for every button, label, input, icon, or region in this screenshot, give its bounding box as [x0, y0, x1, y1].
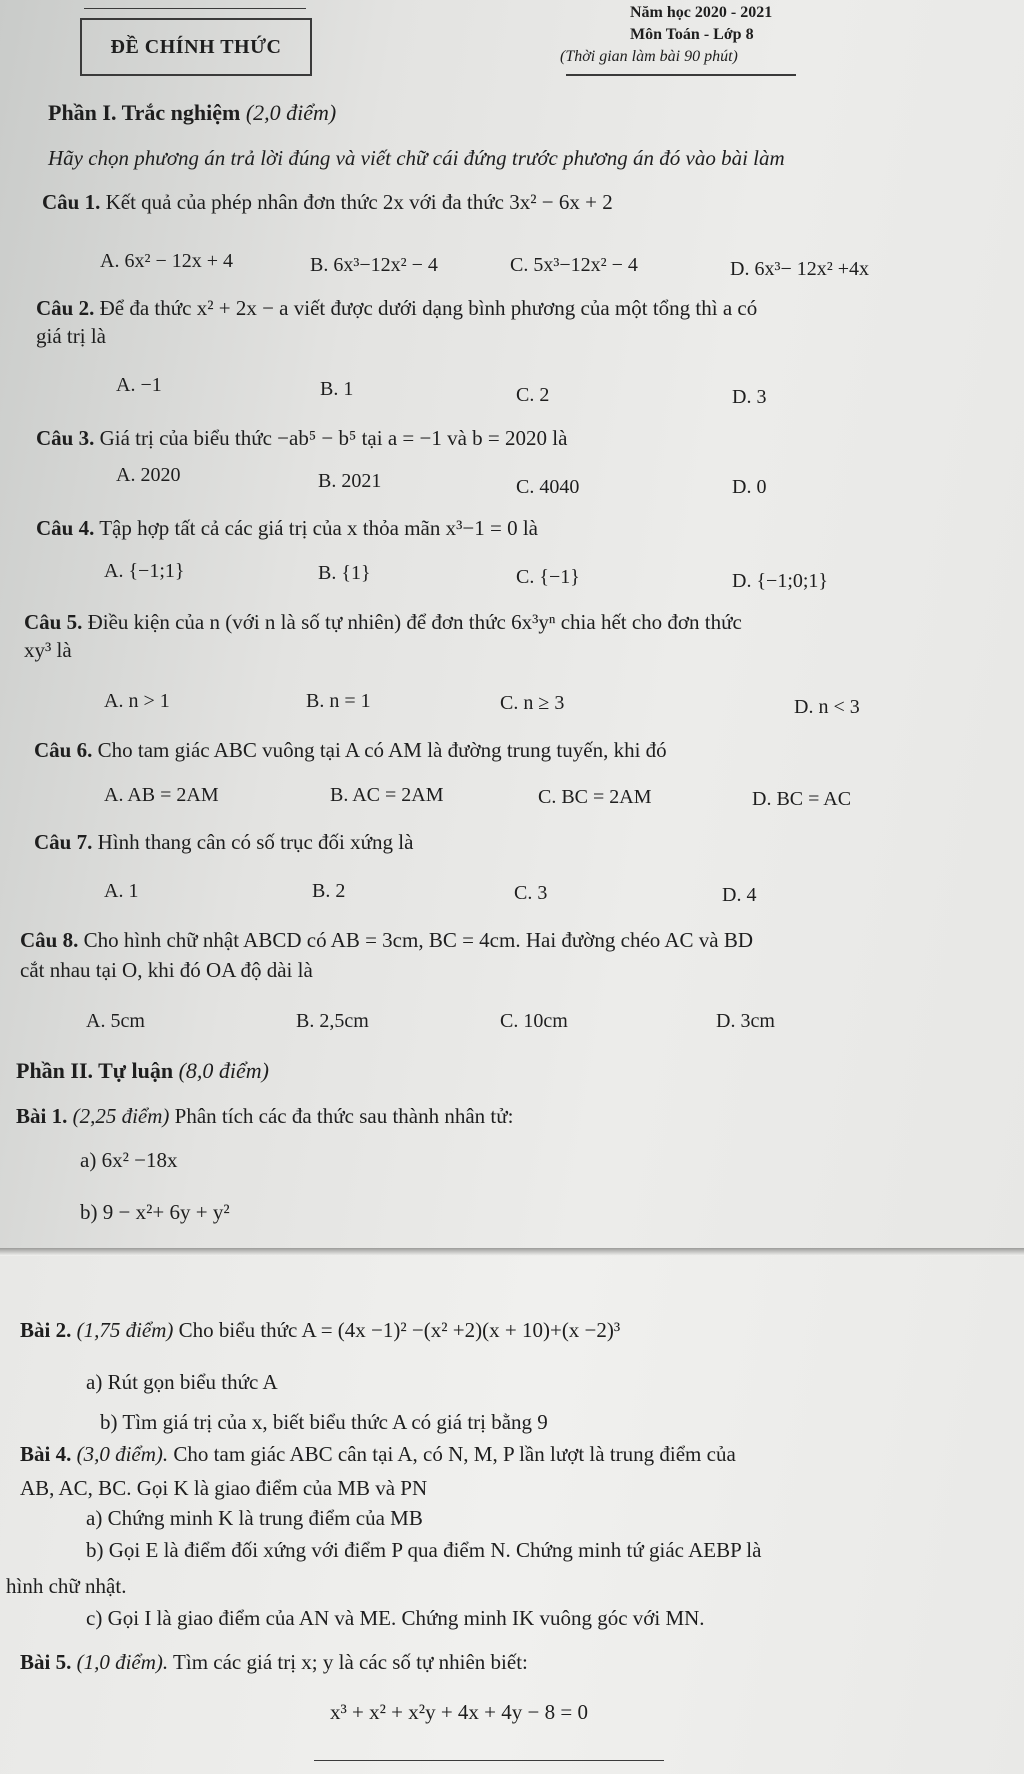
bai-2: [20, 1318, 620, 1343]
q8-option-c: C. 10cm: [500, 1010, 568, 1032]
question-6-label: Câu 6.: [34, 738, 93, 762]
question-2-label: Câu 2.: [36, 296, 95, 320]
question-5-text-cont: xy³ là: [24, 638, 72, 662]
q6-option-a: A. AB = 2AM: [104, 784, 219, 806]
q8-option-a: A. 5cm: [86, 1010, 145, 1032]
header-rule-left: [84, 8, 306, 9]
subject-grade: Môn Toán - Lớp 8: [630, 26, 754, 43]
question-5-label: Câu 5.: [24, 610, 83, 634]
bai-4: [20, 1442, 736, 1467]
bai-1-part-a: a) 6x² −18x: [80, 1148, 178, 1172]
bai-4-part-b-cont: hình chữ nhật.: [6, 1574, 127, 1598]
paper-fold: [0, 1248, 1024, 1256]
q1-option-a: A. 6x² − 12x + 4: [100, 250, 233, 272]
header-rule-right: [566, 74, 796, 76]
q3-option-c: C. 4040: [516, 476, 580, 498]
bai-4-part-c: c) Gọi I là giao điểm của AN và ME. Chứng minh IK vuông góc với MN.: [86, 1606, 705, 1630]
bai-1-text: Phân tích các đa thức sau thành nhân tử:: [174, 1104, 514, 1128]
q3-option-d: D. 0: [732, 476, 767, 498]
q7-option-b: B. 2: [312, 880, 346, 902]
q2-option-c: C. 2: [516, 384, 550, 406]
bai-1-label: Bài 1.: [16, 1104, 68, 1128]
q4-option-c: C. {−1}: [516, 566, 580, 588]
bai-5: [20, 1650, 528, 1675]
question-8: [20, 928, 753, 953]
q6-option-d: D. BC = AC: [752, 788, 852, 810]
bai-4-part-a: a) Chứng minh K là trung điểm của MB: [86, 1506, 423, 1530]
school-year: Năm học 2020 - 2021: [630, 4, 773, 21]
question-1-label: Câu 1.: [42, 190, 101, 214]
bai-2-part-a: a) Rút gọn biểu thức A: [86, 1370, 278, 1394]
bai-1-points: (2,25 điểm): [72, 1104, 170, 1128]
bai-5-equation: x³ + x² + x²y + 4x + 4y − 8 = 0: [330, 1700, 588, 1724]
part2-heading: [16, 1058, 269, 1084]
bai-4-points: (3,0 điểm).: [76, 1442, 169, 1466]
question-3-label: Câu 3.: [36, 426, 95, 450]
q4-option-b: B. {1}: [318, 562, 371, 584]
bai-2-text: Cho biểu thức A = (4x −1)² −(x² +2)(x + 10)+(x −2)³: [178, 1318, 621, 1342]
q4-option-d: D. {−1;0;1}: [732, 570, 829, 592]
exam-duration: (Thời gian làm bài 90 phút): [560, 48, 738, 65]
bai-1: [16, 1104, 514, 1129]
bai-2-points: (1,75 điểm): [76, 1318, 174, 1342]
part1-points: (2,0 điểm): [245, 100, 337, 125]
q2-option-a: A. −1: [116, 374, 162, 396]
bai-5-points: (1,0 điểm).: [76, 1650, 169, 1674]
q2-option-d: D. 3: [732, 386, 767, 408]
q8-option-d: D. 3cm: [716, 1010, 775, 1032]
q3-option-b: B. 2021: [318, 470, 382, 492]
q5-option-d: D. n < 3: [794, 696, 860, 718]
question-2: [36, 296, 757, 321]
q3-option-a: A. 2020: [116, 464, 181, 486]
official-exam-label: ĐỀ CHÍNH THỨC: [110, 35, 282, 58]
q5-option-c: C. n ≥ 3: [500, 692, 565, 714]
question-3-text: Giá trị của biểu thức −ab⁵ − b⁵ tại a = −1 và b = 2020 là: [99, 426, 568, 450]
question-6-text: Cho tam giác ABC vuông tại A có AM là đường trung tuyến, khi đó: [97, 738, 667, 762]
question-1: [42, 190, 613, 215]
bai-2-label: Bài 2.: [20, 1318, 72, 1342]
question-4-label: Câu 4.: [36, 516, 95, 540]
question-1-text: Kết quả của phép nhân đơn thức 2x với đa thức 3x² − 6x + 2: [105, 190, 613, 214]
end-rule: [314, 1760, 664, 1761]
bai-4-text: Cho tam giác ABC cân tại A, có N, M, P lần lượt là trung điểm của: [173, 1442, 736, 1466]
q7-option-a: A. 1: [104, 880, 139, 902]
question-8-text: Cho hình chữ nhật ABCD có AB = 3cm, BC = 4cm. Hai đường chéo AC và BD: [83, 928, 754, 952]
part1-title: Phần I. Trắc nghiệm: [48, 100, 241, 125]
q5-option-b: B. n = 1: [306, 690, 371, 712]
question-4-text: Tập hợp tất cả các giá trị của x thỏa mãn x³−1 = 0 là: [99, 516, 538, 540]
q1-option-b: B. 6x³−12x² − 4: [310, 254, 438, 276]
bai-5-text: Tìm các giá trị x; y là các số tự nhiên biết:: [173, 1650, 528, 1674]
question-8-text-cont: cắt nhau tại O, khi đó OA độ dài là: [20, 958, 313, 982]
q8-option-b: B. 2,5cm: [296, 1010, 369, 1032]
question-6: [34, 738, 667, 763]
question-7-label: Câu 7.: [34, 830, 93, 854]
question-8-label: Câu 8.: [20, 928, 79, 952]
q5-option-a: A. n > 1: [104, 690, 170, 712]
bai-1-part-b: b) 9 − x²+ 6y + y²: [80, 1200, 230, 1224]
q6-option-c: C. BC = 2AM: [538, 786, 652, 808]
q4-option-a: A. {−1;1}: [104, 560, 185, 582]
question-5-text: Điều kiện của n (với n là số tự nhiên) để đơn thức 6x³yⁿ chia hết cho đơn thức: [87, 610, 742, 634]
question-7: [34, 830, 413, 855]
bai-4-label: Bài 4.: [20, 1442, 72, 1466]
bai-5-label: Bài 5.: [20, 1650, 72, 1674]
question-5: [24, 610, 742, 635]
part1-heading: [48, 100, 336, 126]
part2-points: (8,0 điểm): [178, 1058, 270, 1083]
question-2-text: Để đa thức x² + 2x − a viết được dưới dạng bình phương của một tổng thì a có: [99, 296, 758, 320]
q2-option-b: B. 1: [320, 378, 354, 400]
question-2-text-cont: giá trị là: [36, 324, 106, 348]
part1-instruction: Hãy chọn phương án trả lời đúng và viết chữ cái đứng trước phương án đó vào bài làm: [48, 146, 785, 170]
q1-option-d: D. 6x³− 12x² +4x: [730, 258, 869, 280]
q6-option-b: B. AC = 2AM: [330, 784, 444, 806]
part2-title: Phần II. Tự luận: [16, 1058, 174, 1083]
q1-option-c: C. 5x³−12x² − 4: [510, 254, 638, 276]
question-3: [36, 426, 567, 451]
question-7-text: Hình thang cân có số trục đối xứng là: [97, 830, 414, 854]
bai-4-part-b: b) Gọi E là điểm đối xứng với điểm P qua điểm N. Chứng minh tứ giác AEBP là: [86, 1538, 762, 1562]
official-exam-box: [80, 18, 312, 76]
bai-4-text-cont: AB, AC, BC. Gọi K là giao điểm của MB và PN: [20, 1476, 428, 1500]
q7-option-d: D. 4: [722, 884, 757, 906]
q7-option-c: C. 3: [514, 882, 548, 904]
bai-2-part-b: b) Tìm giá trị của x, biết biểu thức A có giá trị bằng 9: [100, 1410, 548, 1434]
question-4: [36, 516, 538, 541]
